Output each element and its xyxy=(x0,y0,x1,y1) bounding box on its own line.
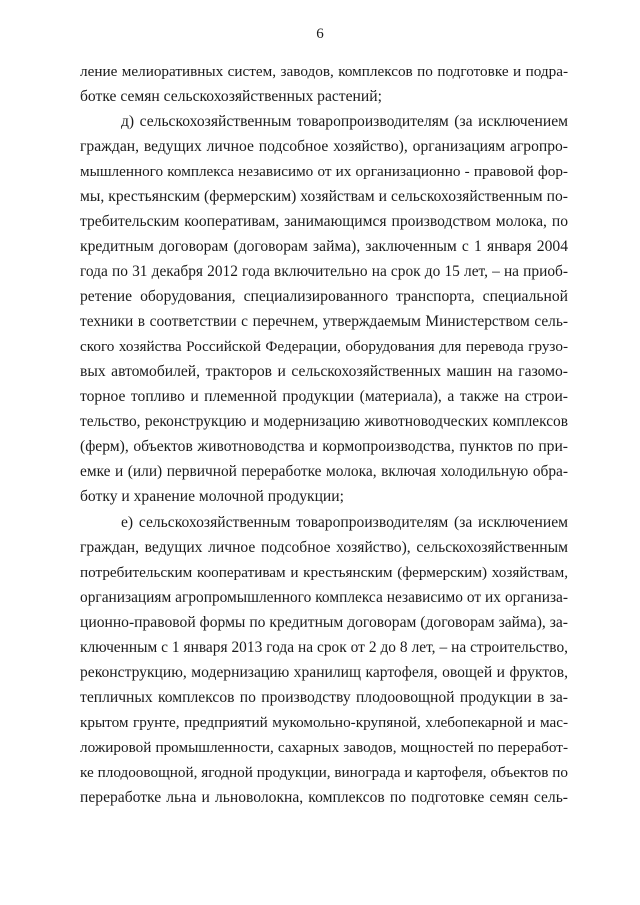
text-line: емке и (или) первичной переработке молока, включая холодильную обра- xyxy=(80,463,568,480)
page-number: 6 xyxy=(316,26,324,42)
text-line: техники в соответствии с перечнем, утверждаемым Министерством сель- xyxy=(80,313,568,330)
text-line: торное топливо и племенной продукции (материала), а также на строи- xyxy=(80,388,568,405)
text-line: ке плодоовощной, ягодной продукции, винограда и картофеля, объектов по xyxy=(80,764,568,781)
text-line: ционно-правовой формы по кредитным договорам (договорам займа), за- xyxy=(80,614,568,631)
text-line: организациям агропромышленного комплекса независимо от их организа- xyxy=(80,589,568,606)
text-line: кредитным договорам (договорам займа), заключенным с 1 января 2004 xyxy=(80,238,568,255)
text-line: мы, крестьянским (фермерским) хозяйствам и сельскохозяйственным по- xyxy=(80,188,568,205)
text-line: года по 31 декабря 2012 года включительно на срок до 15 лет, – на приоб- xyxy=(80,263,568,280)
text-line: ботке семян сельскохозяйственных растений; xyxy=(80,88,382,105)
text-line: мышленного комплекса независимо от их организационно - правовой фор- xyxy=(80,163,568,180)
text-line: потребительским кооперативам и крестьянским (фермерским) хозяйствам, xyxy=(80,564,568,581)
text-line: ского хозяйства Российской Федерации, оборудования для перевода грузо- xyxy=(80,338,568,355)
text-line: тельство, реконструкцию и модернизацию животноводческих комплексов xyxy=(80,413,568,430)
text-line: граждан, ведущих личное подсобное хозяйство), организациям агропро- xyxy=(80,138,568,155)
text-line: ретение оборудования, специализированного транспорта, специальной xyxy=(80,288,568,305)
text-line: реконструкцию, модернизацию хранилищ картофеля, овощей и фруктов, xyxy=(80,664,568,681)
text-line: ление мелиоративных систем, заводов, комплексов по подготовке и подра- xyxy=(80,63,568,80)
text-line: тепличных комплексов по производству плодоовощной продукции в за- xyxy=(80,689,568,706)
text-line: ботку и хранение молочной продукции; xyxy=(80,488,344,505)
text-line: (ферм), объектов животноводства и кормопроизводства, пунктов по при- xyxy=(80,438,568,455)
paragraph-d-first-line: д) сельскохозяйственным товаропроизводителям (за исключением xyxy=(121,113,568,130)
paragraph-e-first-line: е) сельскохозяйственным товаропроизводителям (за исключением xyxy=(121,514,568,531)
text-line: переработке льна и льноволокна, комплексов по подготовке семян сель- xyxy=(80,789,568,806)
text-line: ложировой промышленности, сахарных заводов, мощностей по переработ- xyxy=(80,739,568,756)
text-line: граждан, ведущих личное подсобное хозяйство), сельскохозяйственным xyxy=(80,539,568,556)
text-line: требительским кооперативам, занимающимся производством молока, по xyxy=(80,213,568,230)
text-line: вых автомобилей, тракторов и сельскохозяйственных машин на газомо- xyxy=(80,363,568,380)
text-line: крытом грунте, предприятий мукомольно-крупяной, хлебопекарной и мас- xyxy=(80,714,568,731)
text-line: ключенным с 1 января 2013 года на срок от 2 до 8 лет, – на строительство, xyxy=(80,639,568,656)
